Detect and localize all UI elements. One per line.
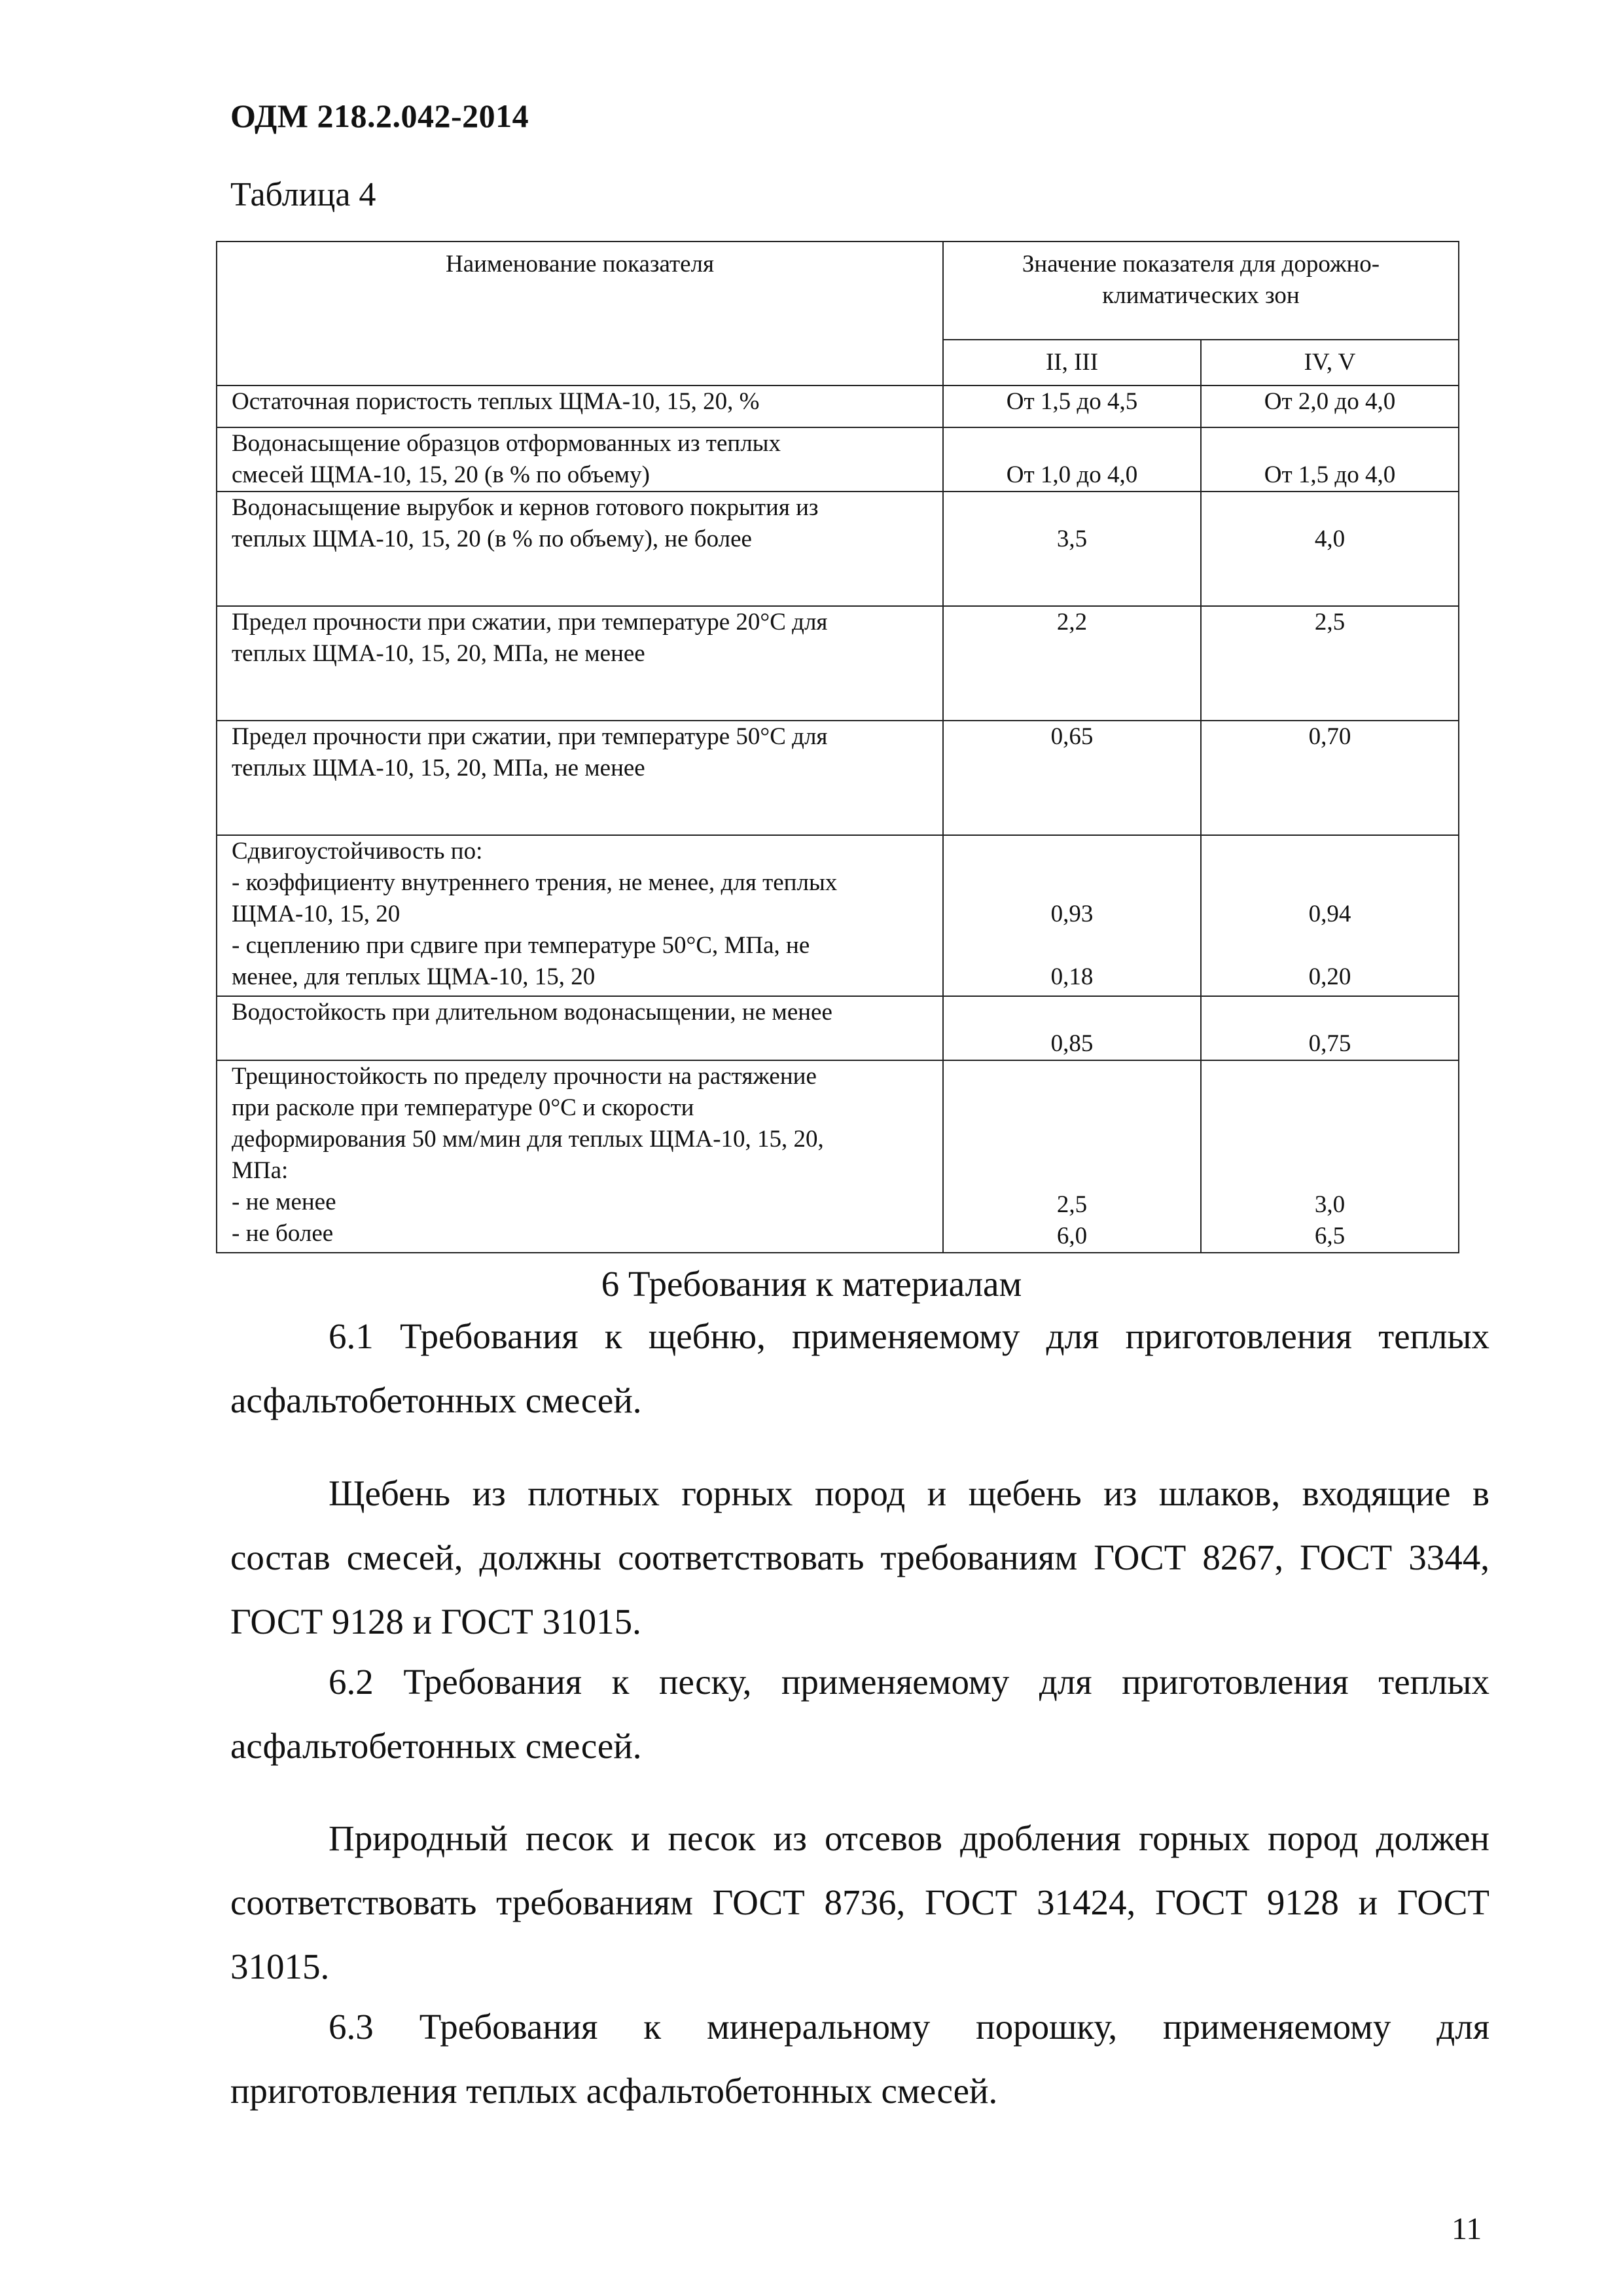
table-row xyxy=(217,427,1459,492)
indicator-name xyxy=(217,427,943,492)
row-text-line: Сдвигоустойчивость по: xyxy=(232,838,483,865)
indicator-name xyxy=(217,606,943,721)
zone-4-5-value: От 2,0 до 4,0 xyxy=(1201,386,1459,427)
column-header-value xyxy=(943,242,1459,340)
row-value-line: 6,5 xyxy=(1314,1223,1346,1249)
indicator-name xyxy=(217,386,943,427)
row-text-line: теплых ЩМА-10, 15, 20, МПа, не менее xyxy=(232,640,645,667)
row-text-line: МПа: xyxy=(232,1157,289,1184)
zone-2-3-value: От 1,5 до 4,5 xyxy=(943,386,1201,427)
table-row xyxy=(217,606,1459,721)
paragraph-sand xyxy=(230,1806,1489,1999)
zone-2-3-value: 3,5 xyxy=(943,492,1201,606)
paragraph-first-line: Природный песок и песок из отсевов дробления горных пород должен xyxy=(329,1818,1489,1858)
indicator-name xyxy=(217,996,943,1060)
table-row xyxy=(217,492,1459,606)
row-text-line: - сцеплению при сдвиге при температуре 50°С, МПа, не xyxy=(232,932,810,959)
zone-4-5-value: 2,5 xyxy=(1201,606,1459,721)
paragraph-first-line: 6.2 Требования к песку, применяемому для приготовления теплых xyxy=(329,1662,1489,1702)
table-row xyxy=(217,721,1459,835)
indicator-name xyxy=(217,721,943,835)
table-row xyxy=(217,996,1459,1060)
paragraph-text: асфальтобетонных смесей. xyxy=(230,1726,642,1766)
row-text-line: Водонасыщение образцов отформованных из теплых xyxy=(232,430,781,457)
row-text-line: - не более xyxy=(232,1220,334,1247)
column-header-value-line: климатических зон xyxy=(1102,282,1300,309)
paragraph-6-2 xyxy=(230,1650,1489,1778)
zone-2-3-value: От 1,0 до 4,0 xyxy=(943,427,1201,492)
column-header-value-line: Значение показателя для дорожно- xyxy=(1022,251,1380,278)
row-text-line: теплых ЩМА-10, 15, 20 (в % по объему), не более xyxy=(232,526,752,552)
zone-header-2-3: II, III xyxy=(943,340,1201,386)
paragraph-first-line: 6.1 Требования к щебню, применяемому для приготовления теплых xyxy=(329,1316,1489,1356)
row-value-line: 0,94 xyxy=(1308,901,1351,927)
row-text-line: ЩМА-10, 15, 20 xyxy=(232,901,401,927)
paragraph-text: приготовления теплых асфальтобетонных смесей. xyxy=(230,2071,998,2111)
zone-4-5-value: От 1,5 до 4,0 xyxy=(1201,427,1459,492)
paragraph-6-1 xyxy=(230,1304,1489,1433)
row-value-line: 6,0 xyxy=(1056,1223,1088,1249)
paragraph-crushed-stone xyxy=(230,1462,1489,1654)
zone-4-5-value: 0,70 xyxy=(1201,721,1459,835)
row-text-line: теплых ЩМА-10, 15, 20, МПа, не менее xyxy=(232,755,645,781)
table-caption: Таблица 4 xyxy=(230,176,376,213)
zone-4-5-value: 0,75 xyxy=(1201,996,1459,1060)
row-text-line: Водонасыщение вырубок и кернов готового покрытия из xyxy=(232,494,819,521)
paragraph-text: состав смесей, должны соответствовать требованиям ГОСТ 8267, ГОСТ 3344, ГОСТ 9128 и ГОСТ 31015. xyxy=(230,1537,1489,1641)
row-text-line: при расколе при температуре 0°С и скорости xyxy=(232,1094,694,1121)
row-text-line: деформирования 50 мм/мин для теплых ЩМА-10, 15, 20, xyxy=(232,1126,824,1153)
zone-4-5-value xyxy=(1201,835,1459,996)
table-row xyxy=(217,1060,1459,1253)
zone-2-3-value: 0,85 xyxy=(943,996,1201,1060)
zone-2-3-value xyxy=(943,1060,1201,1253)
row-text-line: Водостойкость при длительном водонасыщении, не менее xyxy=(232,999,832,1026)
row-value-line: 0,20 xyxy=(1308,963,1351,990)
paragraph-first-line: Щебень из плотных горных пород и щебень из шлаков, входящие в xyxy=(329,1473,1489,1513)
row-text-line: Предел прочности при сжатии, при температуре 20°С для xyxy=(232,609,828,636)
paragraph-text: соответствовать требованиям ГОСТ 8736, ГОСТ 31424, ГОСТ 9128 и ГОСТ 31015. xyxy=(230,1882,1489,1986)
indicator-table xyxy=(216,241,1459,1253)
paragraph-text: асфальтобетонных смесей. xyxy=(230,1380,642,1420)
indicator-name xyxy=(217,1060,943,1253)
row-value-line: 0,18 xyxy=(1050,963,1094,990)
row-text-line: - коэффициенту внутреннего трения, не менее, для теплых xyxy=(232,869,838,896)
indicator-name xyxy=(217,835,943,996)
zone-4-5-value xyxy=(1201,1060,1459,1253)
zone-4-5-value: 4,0 xyxy=(1201,492,1459,606)
zone-2-3-value: 0,65 xyxy=(943,721,1201,835)
row-text-line: Предел прочности при сжатии, при температуре 50°С для xyxy=(232,723,828,750)
document-code: ОДМ 218.2.042-2014 xyxy=(230,98,529,134)
row-text-line: смесей ЩМА-10, 15, 20 (в % по объему) xyxy=(232,461,650,488)
zone-2-3-value xyxy=(943,835,1201,996)
row-text-line: Остаточная пористость теплых ЩМА-10, 15, 20, % xyxy=(232,388,760,415)
table-row xyxy=(217,386,1459,427)
section-heading: 6 Требования к материалам xyxy=(601,1264,1022,1304)
row-text-line: - не менее xyxy=(232,1189,336,1215)
zone-header-4-5: IV, V xyxy=(1201,340,1459,386)
row-value-line: 2,5 xyxy=(1056,1191,1088,1218)
row-value-line: 0,93 xyxy=(1050,901,1094,927)
indicator-name xyxy=(217,492,943,606)
column-header-name: Наименование показателя xyxy=(217,242,943,386)
row-text-line: Трещиностойкость по пределу прочности на растяжение xyxy=(232,1063,817,1090)
row-value-line: 3,0 xyxy=(1314,1191,1346,1218)
paragraph-first-line: 6.3 Требования к минеральному порошку, применяемому для xyxy=(329,2007,1489,2047)
row-text-line: менее, для теплых ЩМА-10, 15, 20 xyxy=(232,963,596,990)
zone-2-3-value: 2,2 xyxy=(943,606,1201,721)
paragraph-6-3 xyxy=(230,1995,1489,2123)
table-row xyxy=(217,835,1459,996)
page-number: 11 xyxy=(1452,2212,1482,2246)
